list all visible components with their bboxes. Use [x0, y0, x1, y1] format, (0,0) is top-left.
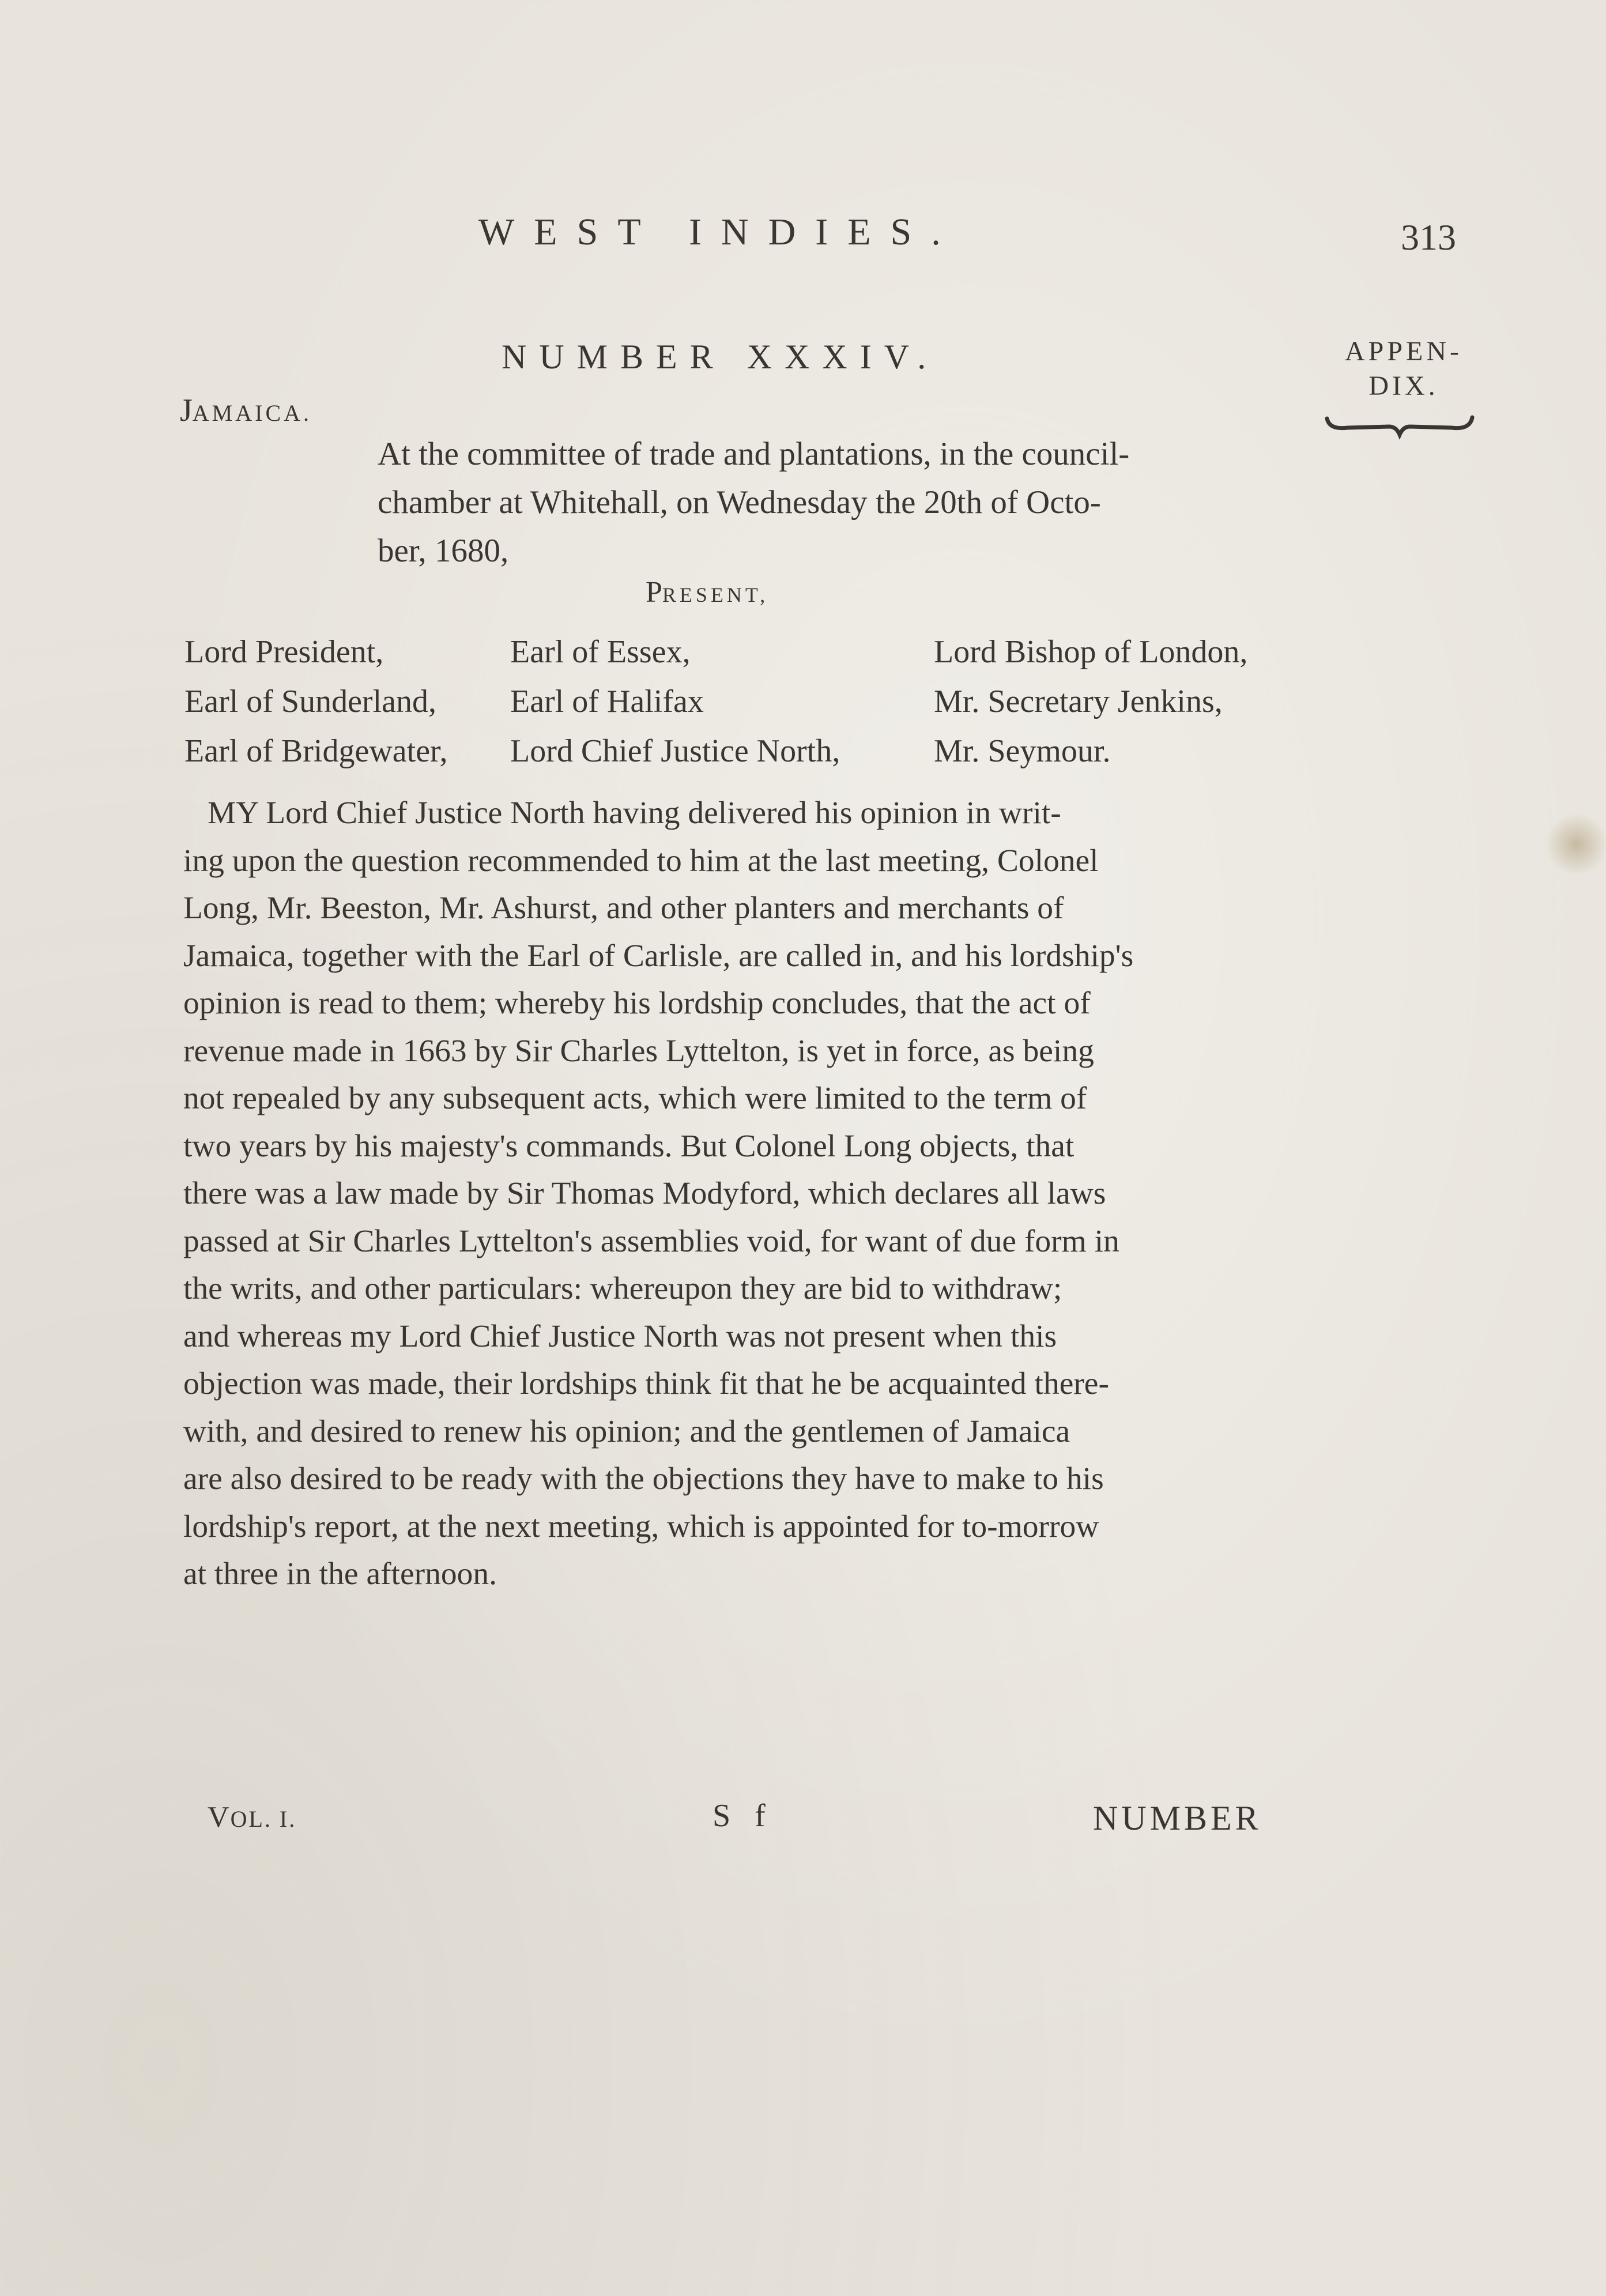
body-line: and whereas my Lord Chief Justice North was not present when this [183, 1318, 1057, 1354]
margin-note-appendix [1320, 334, 1487, 404]
volume-rest: OL. I. [230, 1806, 297, 1832]
volume-label [208, 1800, 296, 1834]
place-initial: J [180, 393, 193, 428]
body-line: revenue made in 1663 by Sir Charles Lyttelton, is yet in force, as being [183, 1033, 1094, 1069]
intro-line [378, 478, 1129, 527]
attendee-column-3 [934, 627, 1247, 776]
attendee: Lord Bishop of London, [934, 634, 1248, 670]
body-line: passed at Sir Charles Lyttelton's assemblies void, for want of due form in [183, 1223, 1119, 1259]
margin-note-line: APPEN- [1344, 336, 1463, 367]
body-line: MY Lord Chief Justice North having delivered his opinion in writ- [208, 796, 1061, 831]
attendee: Mr. Seymour. [934, 733, 1111, 769]
body-line: objection was made, their lordships think fit that he be acquainted there- [183, 1366, 1109, 1401]
body-line: at three in the afternoon. [183, 1556, 497, 1592]
brace-ornament [1325, 414, 1475, 443]
intro-line-text: chamber at Whitehall, on Wednesday the 20th of Octo- [378, 484, 1101, 521]
body-line: not repealed by any subsequent acts, which were limited to the term of [183, 1081, 1087, 1116]
body-line: Jamaica, together with the Earl of Carlisle, are called in, and his lordship's [183, 938, 1134, 974]
attendee-column-2 [510, 627, 840, 776]
present-heading [646, 575, 768, 609]
body-line: opinion is read to them; whereby his lordship concludes, that the act of [183, 986, 1091, 1021]
signature-mark: S f [712, 1798, 774, 1834]
meeting-intro [378, 430, 1129, 575]
section-number-heading: NUMBER XXXIV. [502, 338, 939, 376]
paper-stain [1545, 813, 1606, 876]
catchword: NUMBER [1093, 1799, 1262, 1837]
attendee: Lord President, [184, 634, 384, 670]
intro-line: ber, 1680, [378, 533, 509, 569]
body-line: two years by his majesty's commands. But Colonel Long objects, that [183, 1128, 1075, 1164]
attendee: Earl of Sunderland, [184, 684, 436, 719]
body-line: ing upon the question recommended to him at the last meeting, Colonel [183, 843, 1099, 879]
page-number: 313 [1401, 217, 1456, 258]
attendee: Lord Chief Justice North, [510, 733, 840, 769]
attendee: Earl of Halifax [510, 684, 704, 719]
present-rest: RESENT, [662, 583, 769, 606]
margin-note-line: DIX. [1369, 371, 1439, 401]
place-name [180, 392, 312, 429]
body-line: with, and desired to renew his opinion; and the gentlemen of Jamaica [183, 1413, 1070, 1449]
body-paragraph [183, 790, 1133, 1598]
body-line: lordship's report, at the next meeting, which is appointed for to-morrow [183, 1509, 1099, 1544]
body-line: there was a law made by Sir Thomas Modyford, which declares all laws [183, 1176, 1106, 1211]
intro-line: At the committee of trade and plantations, in the council- [378, 436, 1130, 472]
attendee-column-1 [184, 627, 447, 776]
present-initial: P [646, 576, 662, 609]
body-line: are also desired to be ready with the objections they have to make to his [183, 1461, 1104, 1496]
attendee: Mr. Secretary Jenkins, [934, 684, 1223, 719]
attendee: Earl of Bridgewater, [184, 733, 448, 769]
attendee: Earl of Essex, [510, 634, 691, 670]
body-line: the writs, and other particulars: whereupon they are bid to withdraw; [183, 1271, 1062, 1306]
volume-initial: V [208, 1801, 231, 1834]
running-title: WEST INDIES. [478, 211, 960, 253]
place-rest: AMAICA. [192, 400, 312, 426]
body-line: Long, Mr. Beeston, Mr. Ashurst, and other planters and merchants of [183, 891, 1064, 926]
